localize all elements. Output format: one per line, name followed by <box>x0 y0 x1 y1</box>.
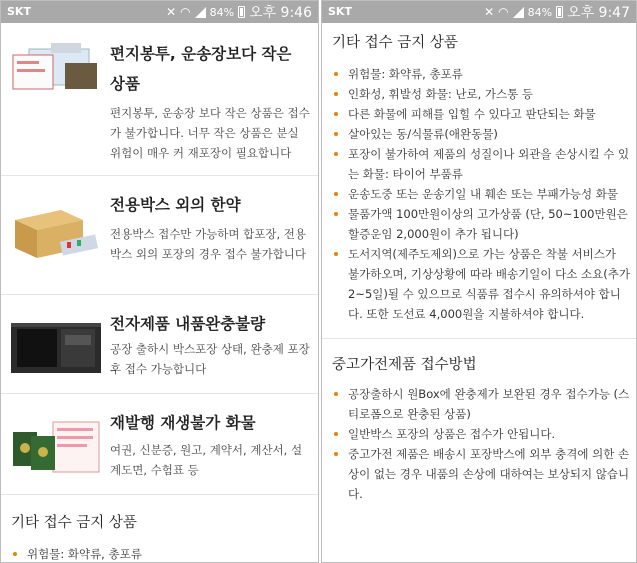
list-item: 인화성, 휘발성 화물: 난로, 가스통 등 <box>322 84 636 104</box>
herbal-box-image <box>11 202 101 262</box>
battery-percent: 84% <box>527 5 553 19</box>
list-item: 위험물: 화약류, 총포류 <box>1 544 318 563</box>
divider <box>322 338 636 339</box>
mute-icon: ✕ <box>166 5 177 19</box>
wifi-icon: ◠ <box>180 5 191 19</box>
status-bar <box>322 1 636 23</box>
item-desc: 여권, 신분증, 원고, 계약서, 계산서, 설계도면, 수험표 등 <box>110 443 303 477</box>
item-desc: 공장 출하시 박스포장 상태, 완충제 포장 후 접수 가능합니다 <box>110 342 310 376</box>
item-desc: 전용박스 접수만 가능하며 합포장, 전용박스 외의 포장의 경우 접수 불가합니다 <box>110 227 307 261</box>
list-item: 살아있는 동/식물류(애완동물) <box>322 124 636 144</box>
item-title: 재발행 재생불가 화물 <box>110 414 256 432</box>
battery-icon <box>238 6 245 18</box>
bullet-list <box>322 384 636 504</box>
list-item: 운송도중 또는 운송기일 내 훼손 또는 부패가능성 화물 <box>322 184 636 204</box>
section-title: 기타 접수 금지 상품 <box>11 515 137 531</box>
list-item: 공장출하시 원Box에 완충제가 보완된 경우 접수가능 (스티로폼으로 완충된 상품) <box>322 384 636 424</box>
item-title: 전자제품 내품완충불량 <box>110 315 266 333</box>
bullet-list <box>322 64 636 324</box>
electronics-box-image <box>11 317 101 377</box>
list-item[interactable] <box>1 23 318 176</box>
list-item[interactable] <box>1 295 318 394</box>
envelope-image <box>11 37 101 97</box>
list-item: 포장이 불가하여 제품의 성질이나 외관을 손상시킬 수 있는 화물: 타이어 부품류 <box>322 144 636 184</box>
clock: 오후 9:46 <box>249 5 312 21</box>
list-item: 일반박스 포장의 상품은 접수가 안됩니다. <box>322 424 636 444</box>
battery-percent: 84% <box>209 5 235 19</box>
section-title: 기타 접수 금지 상품 <box>332 35 458 51</box>
signal-icon <box>513 7 524 18</box>
mute-icon: ✕ <box>484 5 495 19</box>
passport-document-image <box>11 418 101 478</box>
right-screen <box>321 0 637 563</box>
wifi-icon: ◠ <box>498 5 509 19</box>
item-desc: 편지봉투, 운송장 보다 작은 상품은 접수가 불가합니다. 너무 작은 상품은 분실 위험이 매우 커 재포장이 필요합니다 <box>110 106 310 160</box>
clock: 오후 9:47 <box>567 5 630 21</box>
item-title: 전용박스 외의 한약 <box>110 196 241 214</box>
list-item[interactable] <box>1 394 318 495</box>
section-title: 중고가전제품 접수방법 <box>332 357 477 373</box>
signal-icon <box>195 7 206 18</box>
list-item: 도서지역(제주도제외)으로 가는 상품은 착불 서비스가 불가하오며, 기상상황에 따라 배송기일이 다소 소요(추가 2~5일)될 수 있으므로 식품류 접수시 유의하셔야 합니다. 또한 도선료 4,000원을 지불하셔야 합니다. <box>322 244 636 324</box>
carrier-label: SKT <box>7 5 31 18</box>
list-item[interactable] <box>1 176 318 295</box>
item-title: 편지봉투, 운송장보다 작은 상품 <box>110 45 292 93</box>
battery-icon <box>556 6 563 18</box>
list-item: 중고가전 제품은 배송시 포장박스에 외부 충격에 의한 손상이 없는 경우 내품의 손상에 대하여는 보상되지 않습니다. <box>322 444 636 504</box>
bullet-list <box>1 544 318 563</box>
list-item: 물품가액 100만원이상의 고가상품 (단, 50~100만원은 할증운임 2,000원이 추가 됩니다) <box>322 204 636 244</box>
status-bar <box>1 1 318 23</box>
carrier-label: SKT <box>328 5 352 18</box>
list-item: 위험물: 화약류, 총포류 <box>322 64 636 84</box>
list-item: 다른 화물에 피해를 입힐 수 있다고 판단되는 화물 <box>322 104 636 124</box>
